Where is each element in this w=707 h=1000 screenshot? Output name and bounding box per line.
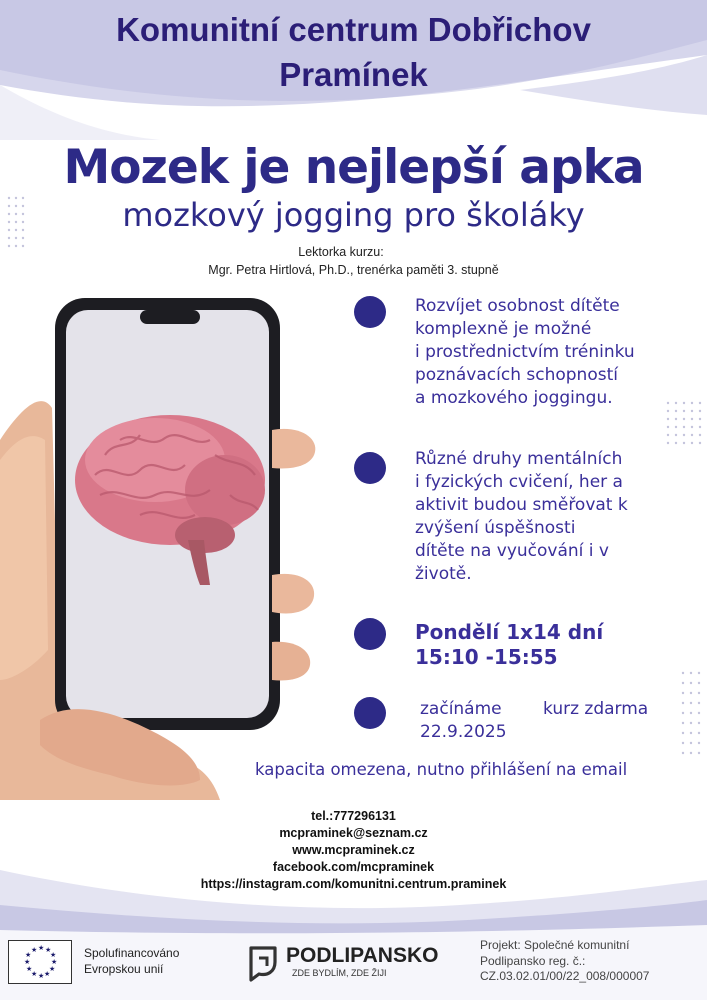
bullet-1-line: komplexně je možné <box>415 318 592 339</box>
project-info <box>480 938 649 985</box>
bullet-2-line: životě. <box>415 563 472 584</box>
contact-facebook[interactable]: facebook.com/mcpraminek <box>272 860 435 874</box>
bullet-1-text <box>415 295 635 410</box>
dot-pattern-right-lower <box>680 670 705 770</box>
svg-text:★: ★ <box>45 946 52 954</box>
bullet-2-marker <box>354 452 386 484</box>
bullet-1-line: i prostřednictvím tréninku <box>415 341 635 362</box>
page-subtitle: mozkový jogging pro školáky <box>122 196 585 234</box>
svg-text:★: ★ <box>38 944 45 952</box>
eu-line: Evropskou unií <box>84 961 164 976</box>
bullet-2-text <box>415 448 628 586</box>
schedule-time: 15:10 -15:55 <box>415 645 558 669</box>
svg-text:★: ★ <box>51 958 58 966</box>
bullet-1-line: poznávacích schopností <box>415 364 618 385</box>
contact-email[interactable]: mcpraminek@seznam.cz <box>279 826 428 840</box>
svg-text:★: ★ <box>38 972 45 980</box>
svg-text:★: ★ <box>44 970 51 978</box>
podlipansko-logo-icon <box>245 944 281 982</box>
bullet-1-line: Rozvíjet osobnost dítěte <box>415 296 620 316</box>
svg-text:★: ★ <box>31 946 38 954</box>
bullet-2-line: Různé druhy mentálních <box>415 449 623 469</box>
project-line: Podlipansko reg. č.: <box>480 953 586 968</box>
schedule-text <box>415 620 603 670</box>
svg-text:★: ★ <box>49 965 56 973</box>
contact-block <box>0 808 707 893</box>
bullet-2-line: zvýšení úspěšnosti <box>415 517 576 538</box>
organization-title <box>0 12 707 94</box>
project-line: CZ.03.02.01/00/22_008/000007 <box>480 969 650 984</box>
dot-pattern-right-upper <box>665 400 705 460</box>
eu-flag-logo <box>8 940 72 984</box>
eu-cofunding-text <box>84 946 179 977</box>
svg-text:★: ★ <box>31 970 38 978</box>
svg-text:★: ★ <box>26 965 33 973</box>
podlipansko-brand: PODLIPANSKO <box>286 944 439 967</box>
start-label: začínáme <box>420 699 502 719</box>
lecturer-label: Lektorka kurzu: <box>298 245 384 259</box>
start-info <box>420 698 507 744</box>
lecturer-info <box>0 244 707 279</box>
capacity-note: kapacita omezena, nutno přihlášení na email <box>255 760 628 779</box>
bullet-4-marker <box>354 697 386 729</box>
podlipansko-tagline: ZDE BYDLÍM, ZDE ŽIJI <box>292 968 387 978</box>
eu-line: Spolufinancováno <box>84 946 180 960</box>
phone-hand-illustration <box>0 290 320 800</box>
price-info: kurz zdarma <box>543 699 649 719</box>
bullet-2-line: dítěte na vyučování i v <box>415 540 609 561</box>
project-line: Projekt: Společné komunitní <box>480 938 630 952</box>
organization-name: Komunitní centrum Dobřichov <box>116 11 591 48</box>
lecturer-name: Mgr. Petra Hirtlová, Ph.D., trenérka paměti 3. stupně <box>208 262 499 277</box>
bullet-2-line: i fyzických cvičení, her a <box>415 471 623 492</box>
schedule-day: Pondělí 1x14 dní <box>415 620 604 644</box>
bullet-1-line: a mozkového joggingu. <box>415 387 613 408</box>
svg-text:★: ★ <box>25 951 32 959</box>
bullet-3-marker <box>354 618 386 650</box>
start-date: 22.9.2025 <box>420 721 507 742</box>
svg-text:★: ★ <box>24 958 31 966</box>
bullet-2-line: aktivit budou směřovat k <box>415 494 628 515</box>
contact-web[interactable]: www.mcpraminek.cz <box>292 843 415 857</box>
contact-phone[interactable]: tel.:777296131 <box>311 809 396 823</box>
svg-text:★: ★ <box>50 951 57 959</box>
contact-instagram[interactable]: https://instagram.com/komunitni.centrum.praminek <box>200 877 507 891</box>
page-title: Mozek je nejlepší apka <box>63 140 644 195</box>
bullet-1-marker <box>354 296 386 328</box>
eu-stars-icon <box>9 941 71 983</box>
organization-subname: Pramínek <box>279 55 428 93</box>
